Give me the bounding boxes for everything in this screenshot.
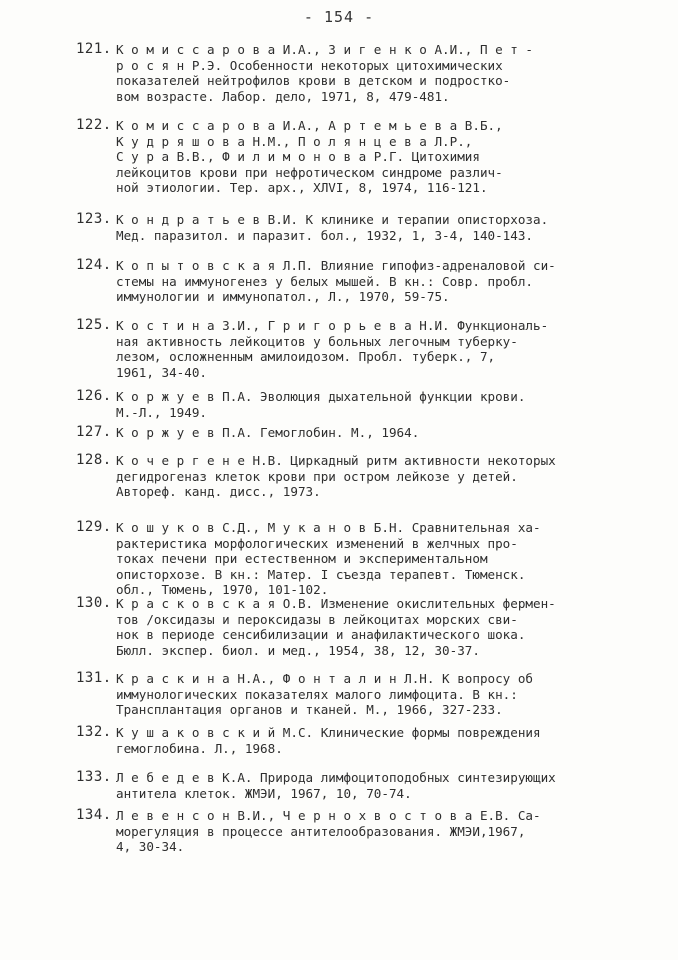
reference-line: Трансплантация органов и тканей. М., 1966, 327-233.	[116, 702, 503, 718]
reference-number: 128.	[76, 452, 112, 468]
reference-line: дегидрогеназ клеток крови при остром лейкозе у детей.	[116, 468, 518, 484]
reference-number: 129.	[76, 519, 112, 535]
reference-number: 124.	[76, 257, 112, 273]
reference-line: антитела клеток. ЖМЭИ, 1967, 10, 70-74.	[116, 785, 412, 801]
reference-line: описторхозе. В кн.: Матер. I съезда терапевт. Тюменск.	[116, 566, 526, 582]
reference-line: Автореф. канд. дисс., 1973.	[116, 484, 321, 500]
reference-line: К о м и с с а р о в а И.А., З и г е н к о А.И., П е т -	[116, 42, 534, 57]
page-number: - 154 -	[303, 8, 375, 26]
reference-line: обл., Тюмень, 1970, 101-102.	[116, 582, 329, 598]
reference-line: 1961, 34-40.	[116, 364, 207, 380]
reference-line: К р а с к о в с к а я О.В. Изменение окислительных фермен-	[116, 596, 556, 611]
reference-line: лезом, осложненным амилоидозом. Пробл. туберк., 7,	[116, 349, 496, 365]
reference-entry	[76, 671, 636, 718]
reference-number: 125.	[76, 317, 112, 333]
reference-line: показателей нейтрофилов крови в детском и подростко-	[116, 73, 511, 89]
reference-number: 122.	[76, 117, 112, 133]
reference-number: 121.	[76, 41, 112, 57]
reference-line: М.-Л., 1949.	[116, 404, 207, 420]
reference-line: ная активность лейкоцитов у больных легочным туберку-	[116, 333, 518, 349]
reference-line: К о с т и н а З.И., Г р и г о р ь е в а Н.И. Функциональ-	[116, 318, 549, 333]
reference-entry	[76, 389, 636, 420]
reference-number: 127.	[76, 424, 112, 440]
reference-line: иммунологии и иммунопатол., Л., 1970, 59-75.	[116, 289, 450, 305]
reference-line: морегуляция в процессе антителообразования. ЖМЭИ,1967,	[116, 823, 526, 839]
reference-entry	[76, 425, 636, 441]
reference-line: тов /оксидазы и пероксидазы в лейкоцитах морских сви-	[116, 611, 518, 627]
reference-line: Бюлл. экспер. биол. и мед., 1954, 38, 12, 30-37.	[116, 642, 480, 658]
reference-entry	[76, 770, 636, 801]
reference-line: ной этиологии. Тер. арх., ХЛVI, 8, 1974, 116-121.	[116, 180, 488, 196]
reference-line: рактеристика морфологических изменений в желчных про-	[116, 535, 518, 551]
reference-line: К о р ж у е в П.А. Гемоглобин. М., 1964.	[116, 425, 420, 440]
reference-number: 132.	[76, 724, 112, 740]
reference-line: иммунологических показателях малого лимфоцита. В кн.:	[116, 686, 518, 702]
reference-entry	[76, 520, 636, 598]
reference-number: 134.	[76, 807, 112, 823]
reference-number: 130.	[76, 595, 112, 611]
reference-line: К у ш а к о в с к и й М.С. Клинические формы повреждения	[116, 725, 541, 740]
reference-line: Л е б е д е в К.А. Природа лимфоцитоподобных синтезирующих	[116, 770, 556, 785]
reference-line: К о н д р а т ь е в В.И. К клинике и терапии описторхоза.	[116, 212, 549, 227]
reference-line: лейкоцитов крови при нефротическом синдроме различ-	[116, 164, 503, 180]
reference-line: гемоглобина. Л., 1968.	[116, 740, 283, 756]
reference-line: К у д р я ш о в а Н.М., П о л я н ц е в а Л.Р.,	[116, 133, 473, 149]
reference-number: 126.	[76, 388, 112, 404]
reference-entry	[76, 42, 636, 104]
reference-line: стемы на иммуногенез у белых мышей. В кн.: Совр. пробл.	[116, 273, 534, 289]
reference-line: Мед. паразитол. и паразит. бол., 1932, 1, 3-4, 140-143.	[116, 227, 534, 243]
reference-line: Л е в е н с о н В.И., Ч е р н о х в о с т о в а Е.В. Са-	[116, 808, 541, 823]
reference-line: К о ш у к о в С.Д., М у к а н о в Б.Н. Сравнительная ха-	[116, 520, 541, 535]
reference-line: К р а с к и н а Н.А., Ф о н т а л и н Л.Н. К вопросу об	[116, 671, 534, 686]
reference-number: 123.	[76, 211, 112, 227]
reference-line: К о р ж у е в П.А. Эволюция дыхательной функции крови.	[116, 389, 526, 404]
reference-line: нок в периоде сенсибилизации и анафилактического шока.	[116, 627, 526, 643]
reference-number: 131.	[76, 670, 112, 686]
reference-entry	[76, 808, 636, 855]
reference-entry	[76, 596, 636, 658]
reference-number: 133.	[76, 769, 112, 785]
reference-line: р о с я н Р.Э. Особенности некоторых цитохимических	[116, 57, 503, 73]
reference-entry	[76, 118, 636, 196]
reference-line: 4, 30-34.	[116, 839, 185, 855]
reference-line: К о ч е р г е н е Н.В. Циркадный ритм активности некоторых	[116, 453, 556, 468]
reference-entry	[76, 318, 636, 380]
reference-entry	[76, 453, 636, 500]
reference-line: вом возрасте. Лабор. дело, 1971, 8, 479-481.	[116, 88, 450, 104]
reference-line: К о м и с с а р о в а И.А., А р т е м ь е в а В.Б.,	[116, 118, 503, 133]
reference-entry	[76, 212, 636, 243]
reference-entry	[76, 725, 636, 756]
reference-entry	[76, 258, 636, 305]
reference-line: токах печени при естественном и экспериментальном	[116, 551, 488, 567]
reference-line: К о п ы т о в с к а я Л.П. Влияние гипофиз-адреналовой си-	[116, 258, 556, 273]
reference-line: С у р а В.В., Ф и л и м о н о в а Р.Г. Цитохимия	[116, 149, 480, 165]
